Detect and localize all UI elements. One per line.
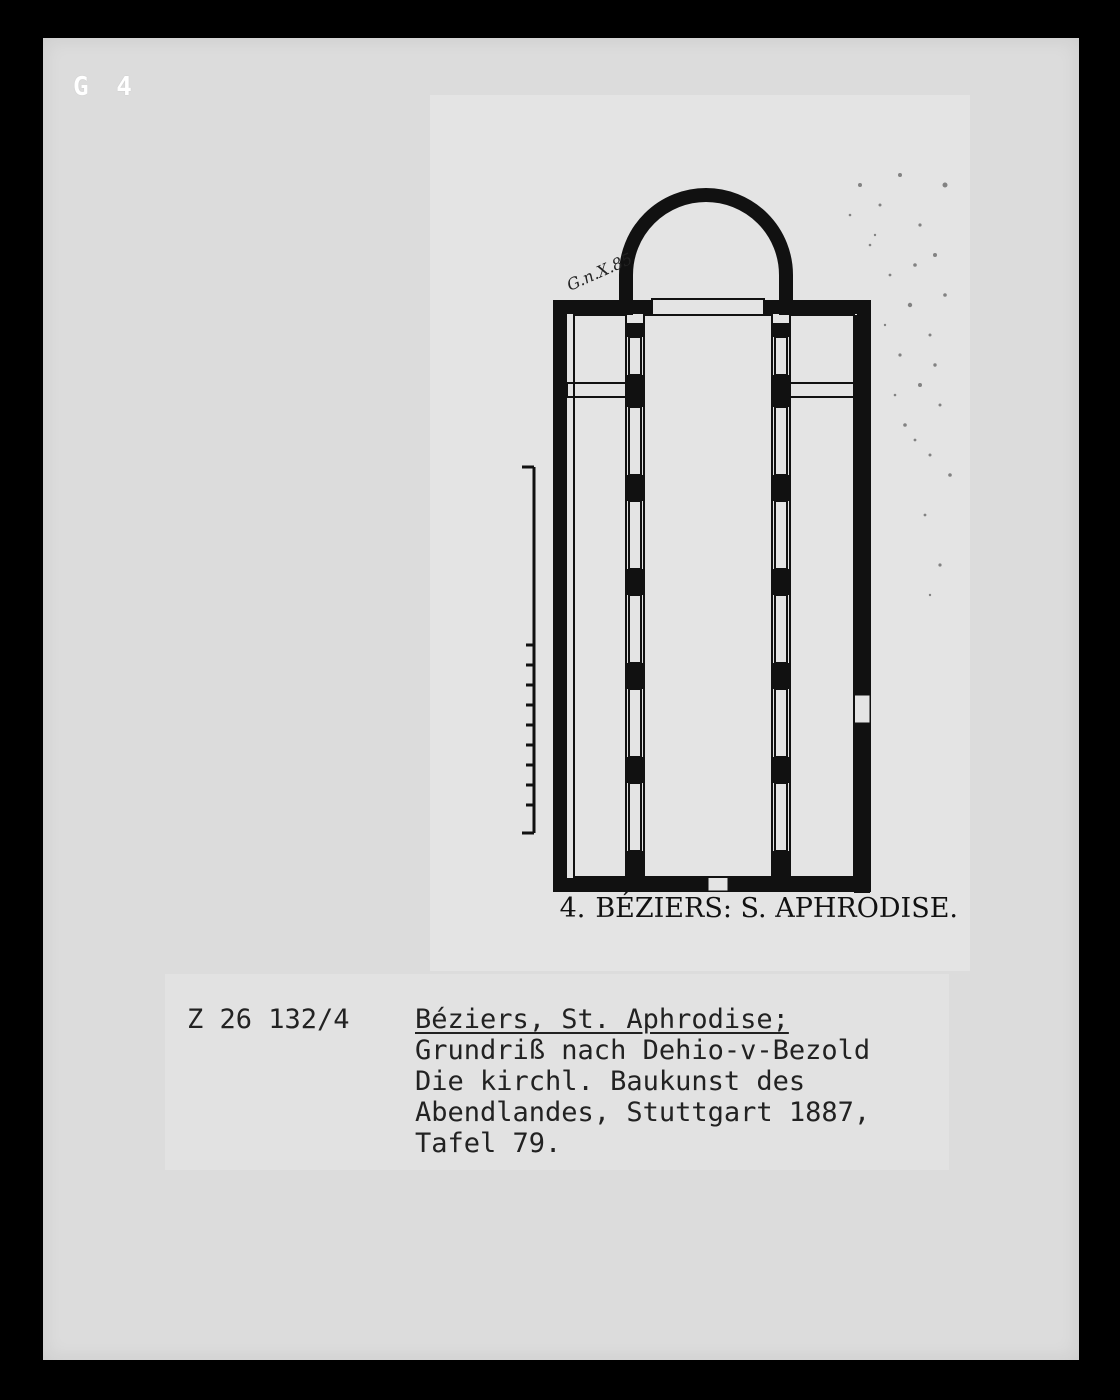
catalog-id: Z 26 132/4 — [187, 1004, 350, 1035]
description-line-2: Grundriß nach Dehio-v-Bezold — [415, 1035, 871, 1066]
scale-bar — [522, 467, 534, 833]
plate-caption — [430, 893, 970, 924]
floor-plan-plate — [430, 95, 970, 971]
description-line-3: Die kirchl. Baukunst des — [415, 1066, 806, 1097]
plate-number: 4. — [559, 893, 586, 924]
floor-plan-drawing — [430, 95, 970, 971]
handwritten-note: G.n.X.85 — [563, 249, 636, 295]
plate-title: BÉZIERS: S. APHRODISE. — [595, 893, 958, 924]
catalog-description — [415, 1004, 870, 1159]
photo-card — [43, 38, 1079, 1360]
description-line-4: Abendlandes, Stuttgart 1887, — [415, 1097, 871, 1128]
description-line-1: Béziers, St. Aphrodise; — [415, 1004, 789, 1035]
description-line-5: Tafel 79. — [415, 1128, 562, 1159]
catalog-label — [165, 974, 949, 1170]
corner-mark: G 4 — [73, 72, 138, 102]
